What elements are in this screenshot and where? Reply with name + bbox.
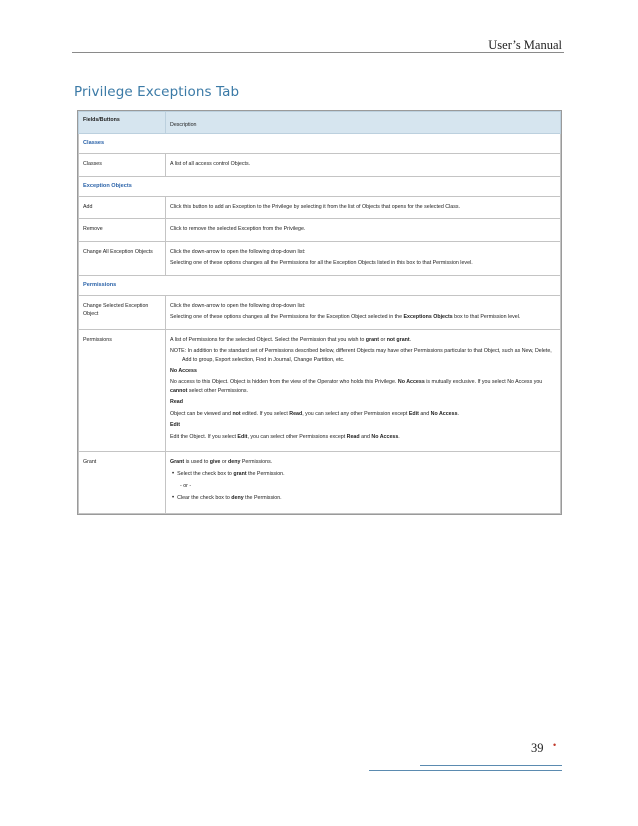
field-name: Change All Exception Objects <box>79 241 166 275</box>
note-paragraph: NOTE: In addition to the standard set of Permissions described below, different Objects may have other Permissions particular to that Object, such as New, Delete, Add to group, Export selection, Find in Journal, Change Partition, etc. <box>170 348 552 363</box>
text: Edit the Object. If you select <box>170 433 238 440</box>
bold-text: give <box>209 459 221 466</box>
bold-text: not grant <box>386 336 410 343</box>
text: the Permission. <box>246 470 285 477</box>
text: , you can select other Permissions except <box>247 433 347 440</box>
group-row-classes <box>79 134 561 154</box>
text: , you can select any other Permission except <box>302 410 409 417</box>
text: select other Permissions. <box>187 387 249 394</box>
description-paragraph <box>170 378 556 395</box>
header-divider <box>72 52 564 53</box>
text: is used to <box>184 459 210 466</box>
description-paragraph <box>170 410 556 418</box>
page-marker-icon: • <box>553 740 557 750</box>
text: . <box>457 410 459 417</box>
text: Object can be viewed and <box>170 410 233 417</box>
description-paragraph <box>170 433 556 441</box>
text: . <box>398 433 400 440</box>
bold-text: Edit <box>237 433 248 440</box>
bold-text: not <box>232 410 241 417</box>
bold-text: Exceptions Objects <box>403 314 453 321</box>
field-name: Classes <box>79 154 166 176</box>
text: A list of Permissions for the selected Object. Select the Permission that you wish to <box>170 336 366 343</box>
text: and <box>418 410 431 417</box>
text: Clear the check box to <box>177 494 232 501</box>
bold-text: deny <box>231 494 244 501</box>
bold-text: No Access <box>430 410 458 417</box>
field-name: Grant <box>79 452 166 514</box>
bold-text: Edit <box>170 422 181 429</box>
bullet-item <box>170 470 556 480</box>
description-paragraph <box>170 336 556 344</box>
table-row <box>79 196 561 218</box>
group-row-exception-objects <box>79 176 561 196</box>
field-name: Permissions <box>79 329 166 452</box>
table-row <box>79 219 561 241</box>
bold-text: grant <box>365 336 380 343</box>
table-row <box>79 329 561 452</box>
page-number: 39 <box>531 741 544 755</box>
field-description <box>166 329 561 452</box>
or-separator: - or - <box>180 483 192 490</box>
bold-text: No Access <box>170 367 197 374</box>
col-header-fields: Fields/Buttons <box>79 112 166 134</box>
col-header-description: Description <box>166 112 561 134</box>
description-paragraph <box>170 458 556 466</box>
text: the Permission. <box>243 494 282 501</box>
table-row <box>79 241 561 275</box>
text: Selecting one of these options changes all the Permissions for the Exception Object selected in the <box>170 314 404 321</box>
bold-text: grant <box>233 470 247 477</box>
field-description <box>166 452 561 514</box>
field-name: Add <box>79 196 166 218</box>
group-label: Classes <box>79 134 561 154</box>
bold-text: Grant <box>170 459 185 466</box>
group-label: Exception Objects <box>79 176 561 196</box>
subheading <box>170 367 556 375</box>
field-name: Change Selected Exception Object <box>79 295 166 329</box>
text: No access to this Object. Object is hidden from the view of the Operator who holds this Privilege. <box>170 379 398 386</box>
bold-text: Read <box>346 433 360 440</box>
field-description <box>166 295 561 329</box>
text: Permissions. <box>240 459 273 466</box>
text: edited. If you select <box>240 410 290 417</box>
group-row-permissions <box>79 275 561 295</box>
bold-text: No Access <box>371 433 399 440</box>
subheading <box>170 398 556 406</box>
text: . <box>409 336 412 343</box>
table-row <box>79 295 561 329</box>
bold-text: Edit <box>408 410 419 417</box>
bold-text: Read <box>170 399 183 406</box>
group-label: Permissions <box>79 275 561 295</box>
header-title: User’s Manual <box>488 38 562 52</box>
section-title: Privilege Exceptions Tab <box>74 84 240 100</box>
bold-text: Read <box>289 410 303 417</box>
field-description <box>166 241 561 275</box>
table-header-row <box>79 112 561 134</box>
field-description: A list of all access control Objects. <box>166 154 561 176</box>
description-paragraph <box>170 313 556 321</box>
fields-table <box>77 110 562 515</box>
field-description: Click to remove the selected Exception from the Privilege. <box>166 219 561 241</box>
text: and <box>359 433 372 440</box>
field-name: Remove <box>79 219 166 241</box>
bold-text: deny <box>228 459 241 466</box>
field-description: Click this button to add an Exception to the Privilege by selecting it from the list of Objects that opens for the selected Class. <box>166 196 561 218</box>
table-row <box>79 452 561 514</box>
description-paragraph: Selecting one of these options changes all the Permissions for all the Exception Objects listed in this box to that Permission level. <box>170 260 473 267</box>
description-paragraph: Click the down-arrow to open the following drop-down list: <box>170 302 306 309</box>
bold-text: cannot <box>170 387 188 394</box>
description-paragraph: Click the down-arrow to open the following drop-down list: <box>170 248 306 255</box>
subheading <box>170 421 556 429</box>
footer-divider <box>420 765 562 766</box>
bullet-item <box>170 494 556 504</box>
text: Select the check box to <box>177 470 234 477</box>
footer-divider <box>369 770 562 771</box>
text: or <box>220 459 229 466</box>
text: or <box>379 336 387 343</box>
table-row <box>79 154 561 176</box>
text: box to that Permission level. <box>452 314 521 321</box>
text: is mutually exclusive. If you select No Access you <box>424 379 543 386</box>
bold-text: No Access <box>397 379 425 386</box>
